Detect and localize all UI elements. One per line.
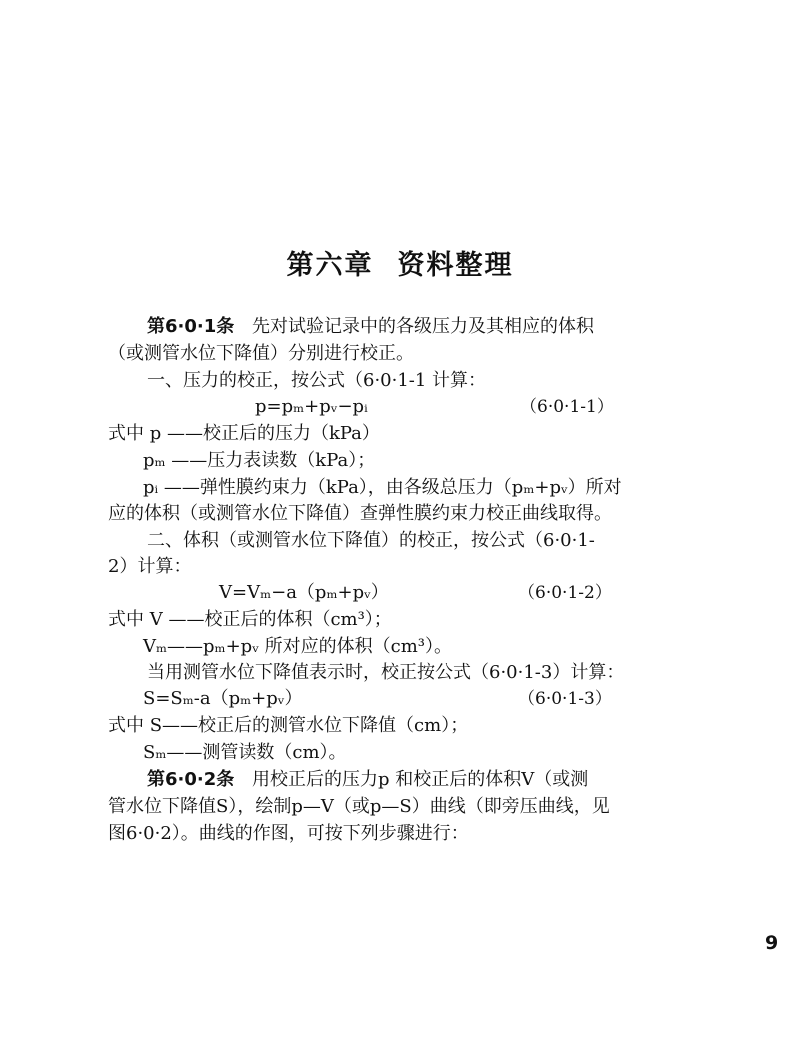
definition-vm: Vₘ——pₘ+pᵥ 所对应的体积（cm³）。 — [143, 636, 452, 657]
pressure-formula-number: （6·0·1-1） — [520, 397, 614, 417]
article-602-line-1 — [147, 768, 588, 792]
article-602-line-3: 图6·0·2）。曲线的作图，可按下列步骤进行： — [108, 823, 469, 844]
definition-s: 式中 S——校正后的测管水位下降值（cm）； — [108, 715, 469, 736]
article-602-label: 第6·0·2条 — [147, 769, 235, 790]
pressure-formula: p=pₘ+pᵥ−pᵢ — [255, 396, 368, 417]
definition-pm: pₘ ——压力表读数（kPa）； — [143, 450, 376, 471]
article-601-label: 第6·0·1条 — [147, 316, 235, 337]
volume-formula: V=Vₘ−a（pₘ+pᵥ） — [219, 582, 389, 603]
definition-pi-continued: 应的体积（或测管水位下降值）查弹性膜约束力校正曲线取得。 — [108, 503, 612, 524]
pressure-heading: 一、压力的校正，按公式（6·0·1-1 计算： — [147, 370, 487, 391]
volume-heading-continued: 2）计算： — [108, 556, 192, 577]
article-602-line-2: 管水位下降值S），绘制p—V（或p—S）曲线（即旁压曲线，见 — [108, 796, 610, 817]
standpipe-formula-number: （6·0·1-3） — [518, 689, 612, 709]
article-601-line-1 — [147, 315, 594, 339]
definition-pi: pᵢ ——弹性膜约束力（kPa），由各级总压力（pₘ+pᵥ）所对 — [143, 477, 622, 498]
article-602-text: 用校正后的压力p 和校正后的体积V（或测 — [251, 769, 589, 790]
volume-formula-number: （6·0·1-2） — [518, 583, 612, 603]
volume-heading: 二、体积（或测管水位下降值）的校正，按公式（6·0·1- — [147, 530, 595, 551]
chapter-name: 资料整理 — [397, 250, 514, 281]
article-601-line-2: （或测管水位下降值）分别进行校正。 — [108, 343, 414, 364]
page-number: 9 — [765, 932, 779, 954]
standpipe-text: 当用测管水位下降值表示时，校正按公式（6·0·1-3）计算： — [147, 662, 625, 683]
chapter-title — [0, 243, 800, 282]
chapter-number: 第六章 — [286, 250, 374, 281]
article-601-text: 先对试验记录中的各级压力及其相应的体积 — [251, 316, 594, 337]
definition-v: 式中 V ——校正后的体积（cm³）； — [108, 609, 392, 630]
definition-sm: Sₘ——测管读数（cm）。 — [143, 742, 347, 763]
standpipe-formula: S=Sₘ-a（pₘ+pᵥ） — [143, 688, 303, 709]
definition-p: 式中 p ——校正后的压力（kPa） — [108, 423, 380, 444]
